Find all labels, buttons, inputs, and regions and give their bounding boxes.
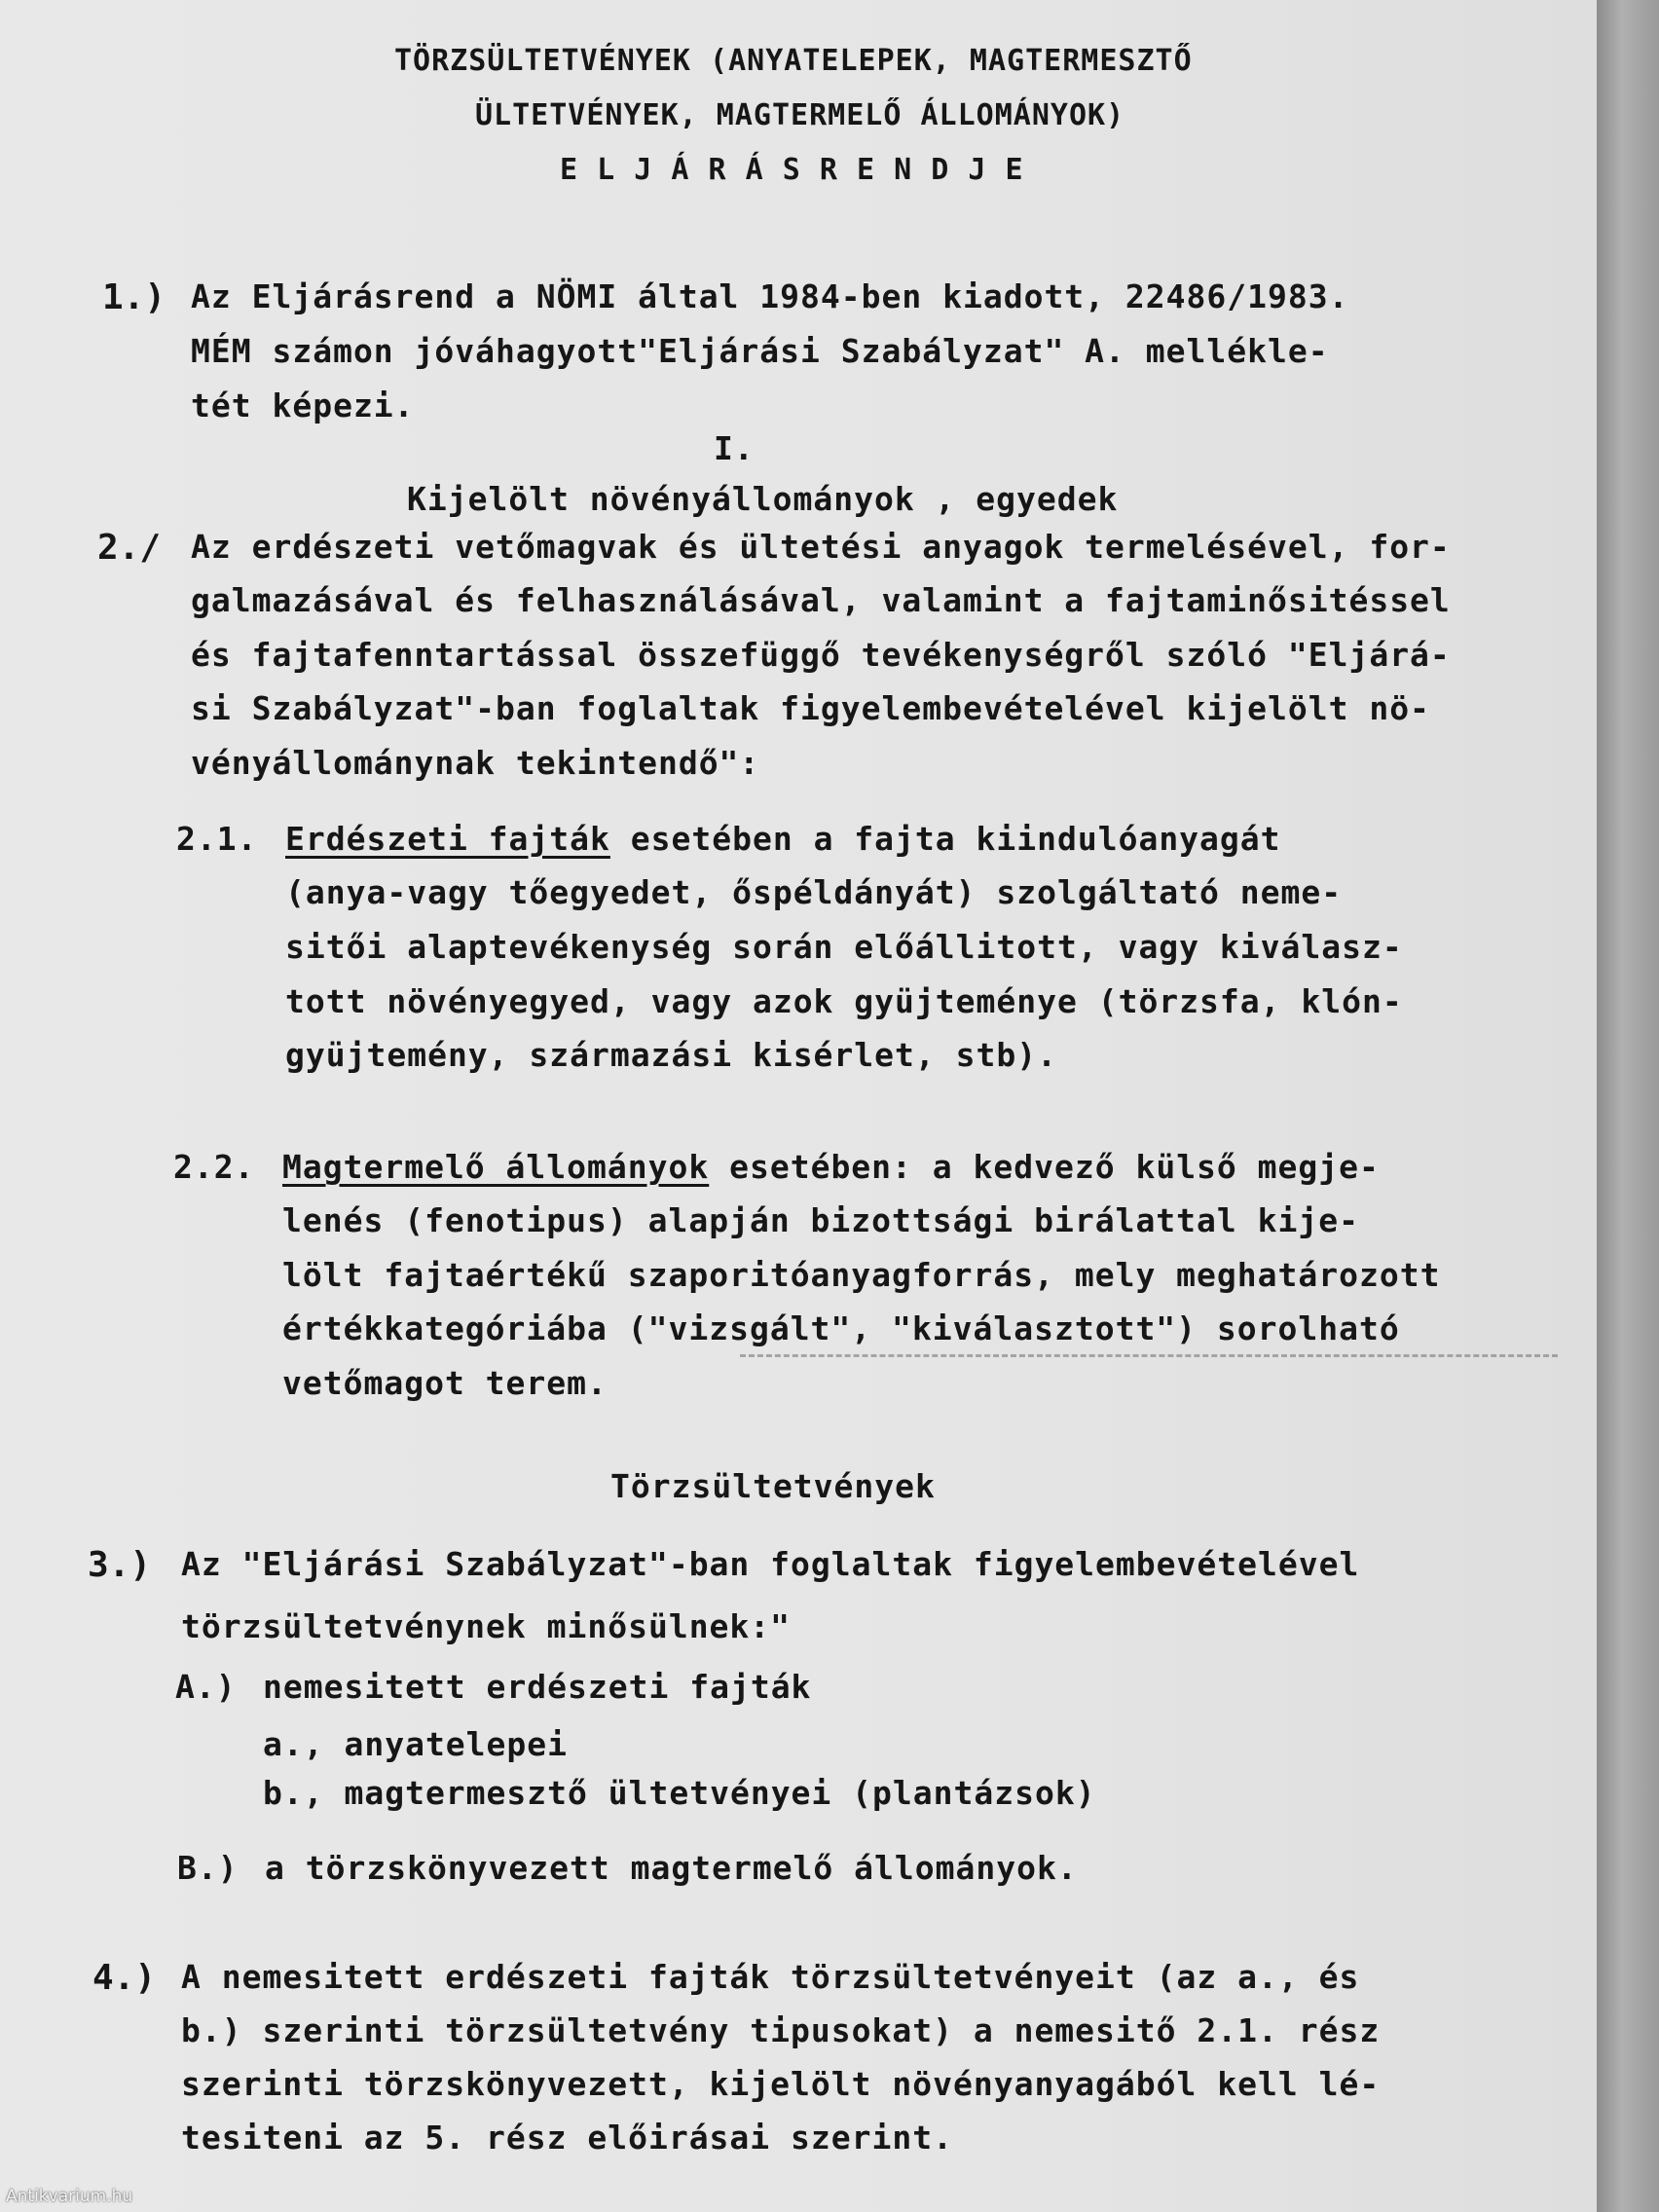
paragraph-2-line: és fajtafenntartással összefüggő tevékenységről szóló "Eljárá- [191,636,1451,674]
paragraph-3-number: 3.) [88,1545,152,1585]
subparagraph-2-2-line: vetőmagot terem. [282,1364,608,1402]
paragraph-2-line: Az erdészeti vetőmagvak és ültetési anyagok termelésével, for- [191,528,1451,566]
subparagraph-2-2-line-rest: esetében: a kedvező külső megje- [709,1148,1380,1186]
subparagraph-2-2-line: értékkategóriába ("vizsgált", "kiválasztott") sorolható [282,1309,1400,1347]
paragraph-1-line: MÉM számon jóváhagyott"Eljárási Szabályzat" A. mellékle- [191,332,1329,370]
section-1-heading: Kijelölt növényállományok , egyedek [407,480,1119,518]
subparagraph-2-1-line: gyüjtemény, származási kisérlet, stb). [285,1036,1057,1074]
section-roman-numeral: I. [714,429,755,467]
paragraph-2-number: 2./ [97,528,162,568]
subparagraph-2-1-line: tott növényegyed, vagy azok gyüjteménye (törzsfa, klón- [285,982,1403,1020]
sub-item: a., anyatelepei [263,1725,569,1763]
paragraph-3-line: Az "Eljárási Szabályzat"-ban foglaltak figyelembevételével [181,1545,1360,1583]
paragraph-4-line: b.) szerinti törzsültetvény tipusokat) a nemesitő 2.1. rész [181,2011,1381,2049]
paragraph-2-line: si Szabályzat"-ban foglaltak figyelembevételével kijelölt nö- [191,689,1430,727]
sub-item: b., magtermesztő ültetvényei (plantázsok) [263,1774,1096,1812]
title-line-2: ÜLTETVÉNYEK, MAGTERMELŐ ÁLLOMÁNYOK) [475,98,1125,132]
item-b-text: a törzskönyvezett magtermelő állományok. [265,1849,1078,1887]
paragraph-1-number: 1.) [102,277,166,317]
paragraph-4-number: 4.) [92,1958,157,1998]
subparagraph-2-1-line: sitői alaptevékenység során előállitott, vagy kiválasz- [285,928,1403,966]
page-edge-shadow [1597,0,1659,2212]
underlined-term: Erdészeti fajták [285,820,610,858]
paragraph-1-line: Az Eljárásrend a NÖMI által 1984-ben kiadott, 22486/1983. [191,277,1349,315]
subparagraph-2-1-first-line [285,820,1281,858]
title-line-1: TÖRZSÜLTETVÉNYEK (ANYATELEPEK, MAGTERMESZTŐ [394,44,1193,78]
subparagraph-2-2-line: lenés (fenotipus) alapján bizottsági birálattal kije- [282,1201,1359,1239]
item-a-label: A.) [175,1668,237,1706]
subparagraph-2-2-number: 2.2. [173,1148,255,1186]
item-b-label: B.) [177,1849,239,1887]
paragraph-4-line: A nemesitett erdészeti fajták törzsültetvényeit (az a., és [181,1958,1360,1996]
paragraph-4-line: szerinti törzskönyvezett, kijelölt növényanyagából kell lé- [181,2065,1381,2103]
subparagraph-2-2-first-line [282,1148,1380,1186]
title-line-3: E L J Á R Á S R E N D J E [560,153,1024,187]
subparagraph-2-2-line: lölt fajtaértékű szaporitóanyagforrás, mely meghatározott [282,1256,1441,1294]
subparagraph-2-1-line: (anya-vagy tőegyedet, őspéldányát) szolgáltató neme- [285,873,1343,911]
watermark: Antikvarium.hu [6,2187,133,2206]
paragraph-2-line: vényállománynak tekintendő": [191,744,760,782]
item-a-text: nemesitett erdészeti fajták [263,1668,812,1706]
paragraph-3-line: törzsültetvénynek minősülnek:" [181,1607,792,1645]
underlined-term: Magtermelő állományok [282,1148,710,1186]
section-2-heading: Törzsültetvények [610,1467,936,1505]
pencil-smudge [740,1354,1558,1367]
paragraph-4-line: tesiteni az 5. rész előirásai szerint. [181,2119,953,2157]
subparagraph-2-1-number: 2.1. [176,820,258,858]
paragraph-1-line: tét képezi. [191,387,415,424]
paragraph-2-line: galmazásával és felhasználásával, valamint a fajtaminősitéssel [191,581,1451,619]
subparagraph-2-1-line-rest: esetében a fajta kiindulóanyagát [609,820,1281,858]
